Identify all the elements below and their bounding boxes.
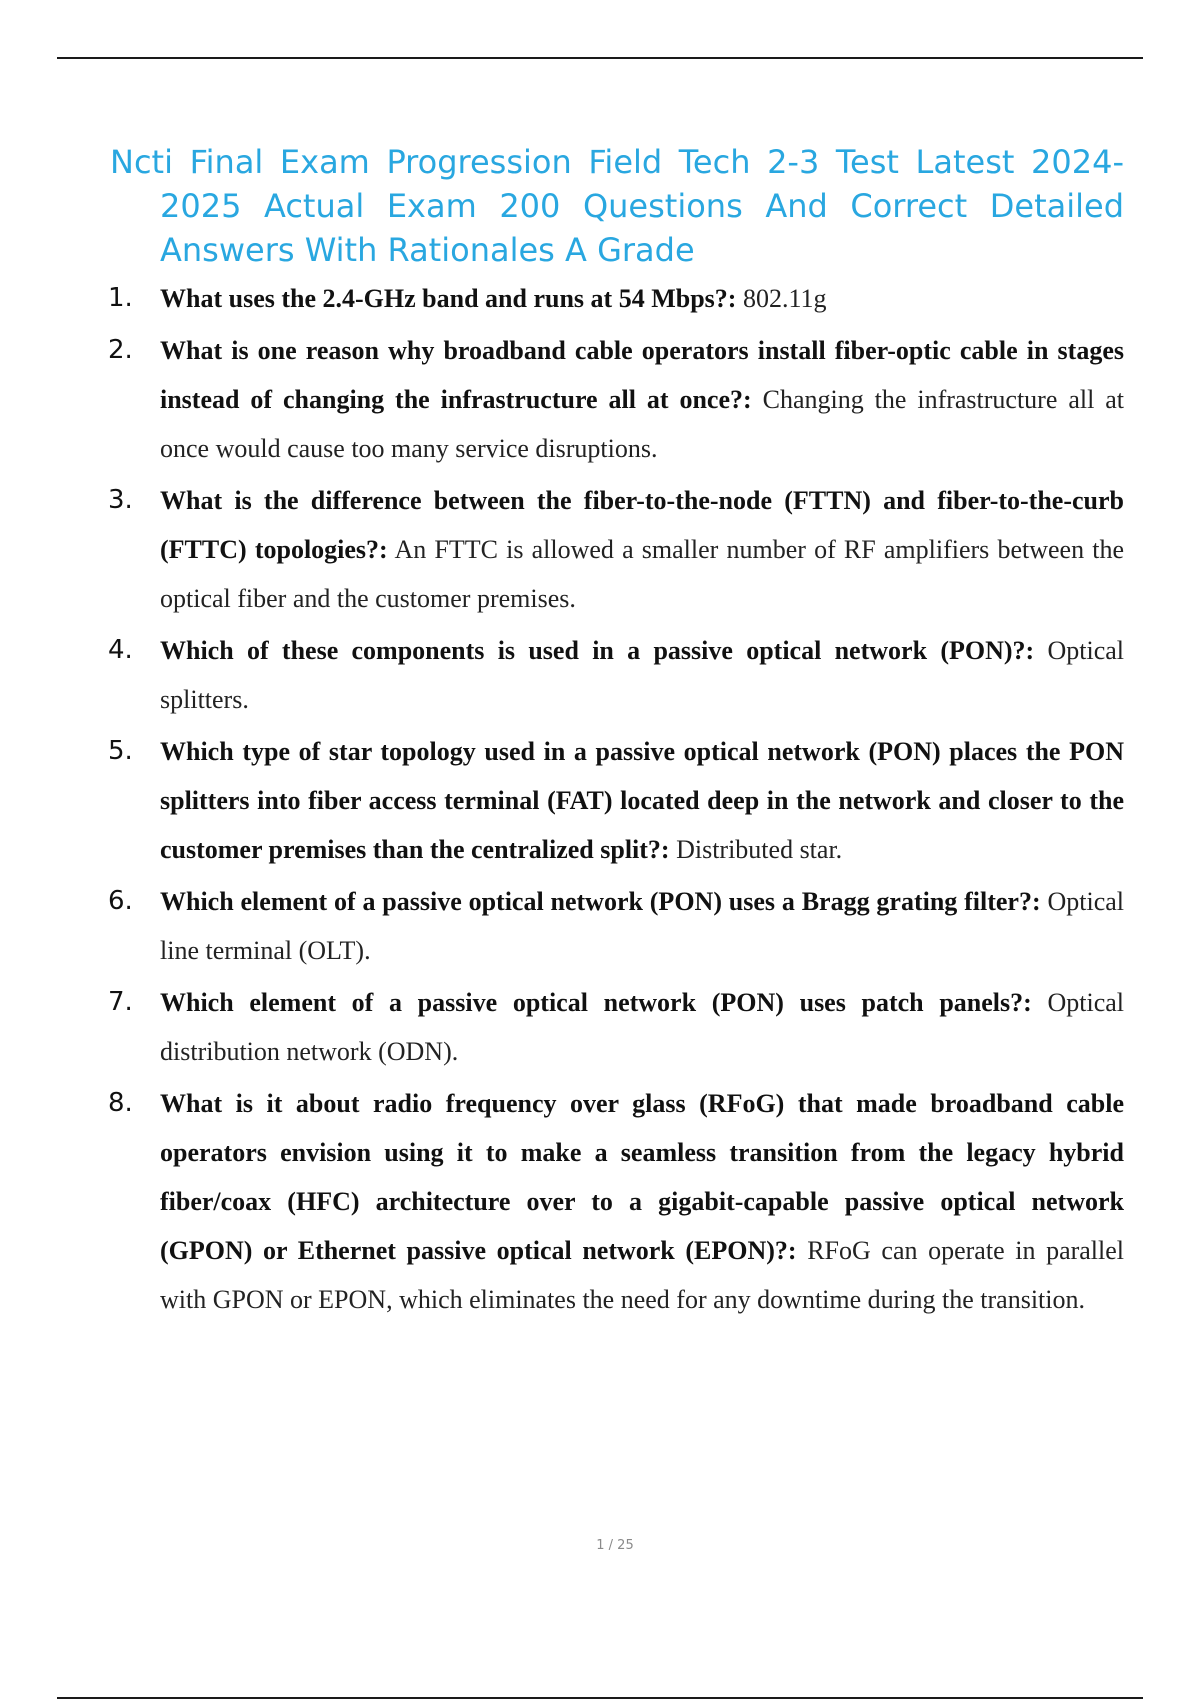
page-indicator: 1 / 25 [596,1538,634,1553]
answer-text: Optical distribution network (ODN). [160,988,1124,1066]
list-item [104,727,1124,874]
list-item [104,274,1124,323]
question-text: What uses the 2.4-GHz band and runs at 54 Mbps?: [160,284,737,313]
answer-text: Optical splitters. [160,636,1125,714]
list-item [104,877,1124,975]
answer-text: Optical line terminal (OLT). [160,887,1125,965]
question-text: Which element of a passive optical network (PON) uses a Bragg grating filter?: [160,887,1041,916]
item-number: 5. [108,736,133,766]
item-number: 1. [108,283,133,313]
question-text: Which element of a passive optical network (PON) uses patch panels?: [160,988,1032,1017]
question-list [104,274,1124,1327]
answer-text: Changing the infrastructure all at once would cause too many service disruptions. [160,385,1124,463]
list-item [104,326,1124,473]
answer-text: RFoG can operate in parallel with GPON or EPON, which eliminates the need for any downtime during the transition. [160,1236,1125,1314]
answer-text: 802.11g [742,284,827,313]
answer-text: Distributed star. [676,835,843,864]
top-rule [57,57,1143,59]
question-text: Which type of star topology used in a passive optical network (PON) places the PON splitters into fiber access terminal (FAT) located deep in the network and closer to the customer premises than the centralized split?: [160,737,1124,864]
item-number: 7. [108,987,133,1017]
item-number: 3. [108,485,133,515]
item-number: 6. [108,886,133,916]
answer-text: An FTTC is allowed a smaller number of RF amplifiers between the optical fiber and the customer premises. [160,535,1124,613]
document-title: Ncti Final Exam Progression Field Tech 2-3 Test Latest 2024-2025 Actual Exam 200 Questions And Correct Detailed Answers With Rationales A Grade [110,143,1124,269]
question-text: What is it about radio frequency over glass (RFoG) that made broadband cable operators envision using it to make a seamless transition from the legacy hybrid fiber/coax (HFC) architecture over to a gigabit-capable passive optical network (GPON) or Ethernet passive optical network (EPON)?: [160,1089,1124,1265]
item-number: 2. [108,335,133,365]
list-item [104,1079,1124,1324]
question-text: Which of these components is used in a passive optical network (PON)?: [160,636,1035,665]
question-text: What is the difference between the fiber-to-the-node (FTTN) and fiber-to-the-curb (FTTC) topologies?: [160,486,1124,564]
list-item [104,476,1124,623]
item-number: 4. [108,635,133,665]
bottom-rule [57,1697,1143,1699]
list-item [104,626,1124,724]
list-item [104,978,1124,1076]
item-number: 8. [108,1088,133,1118]
question-text: What is one reason why broadband cable operators install fiber-optic cable in stages instead of changing the infrastructure all at once?: [160,336,1124,414]
